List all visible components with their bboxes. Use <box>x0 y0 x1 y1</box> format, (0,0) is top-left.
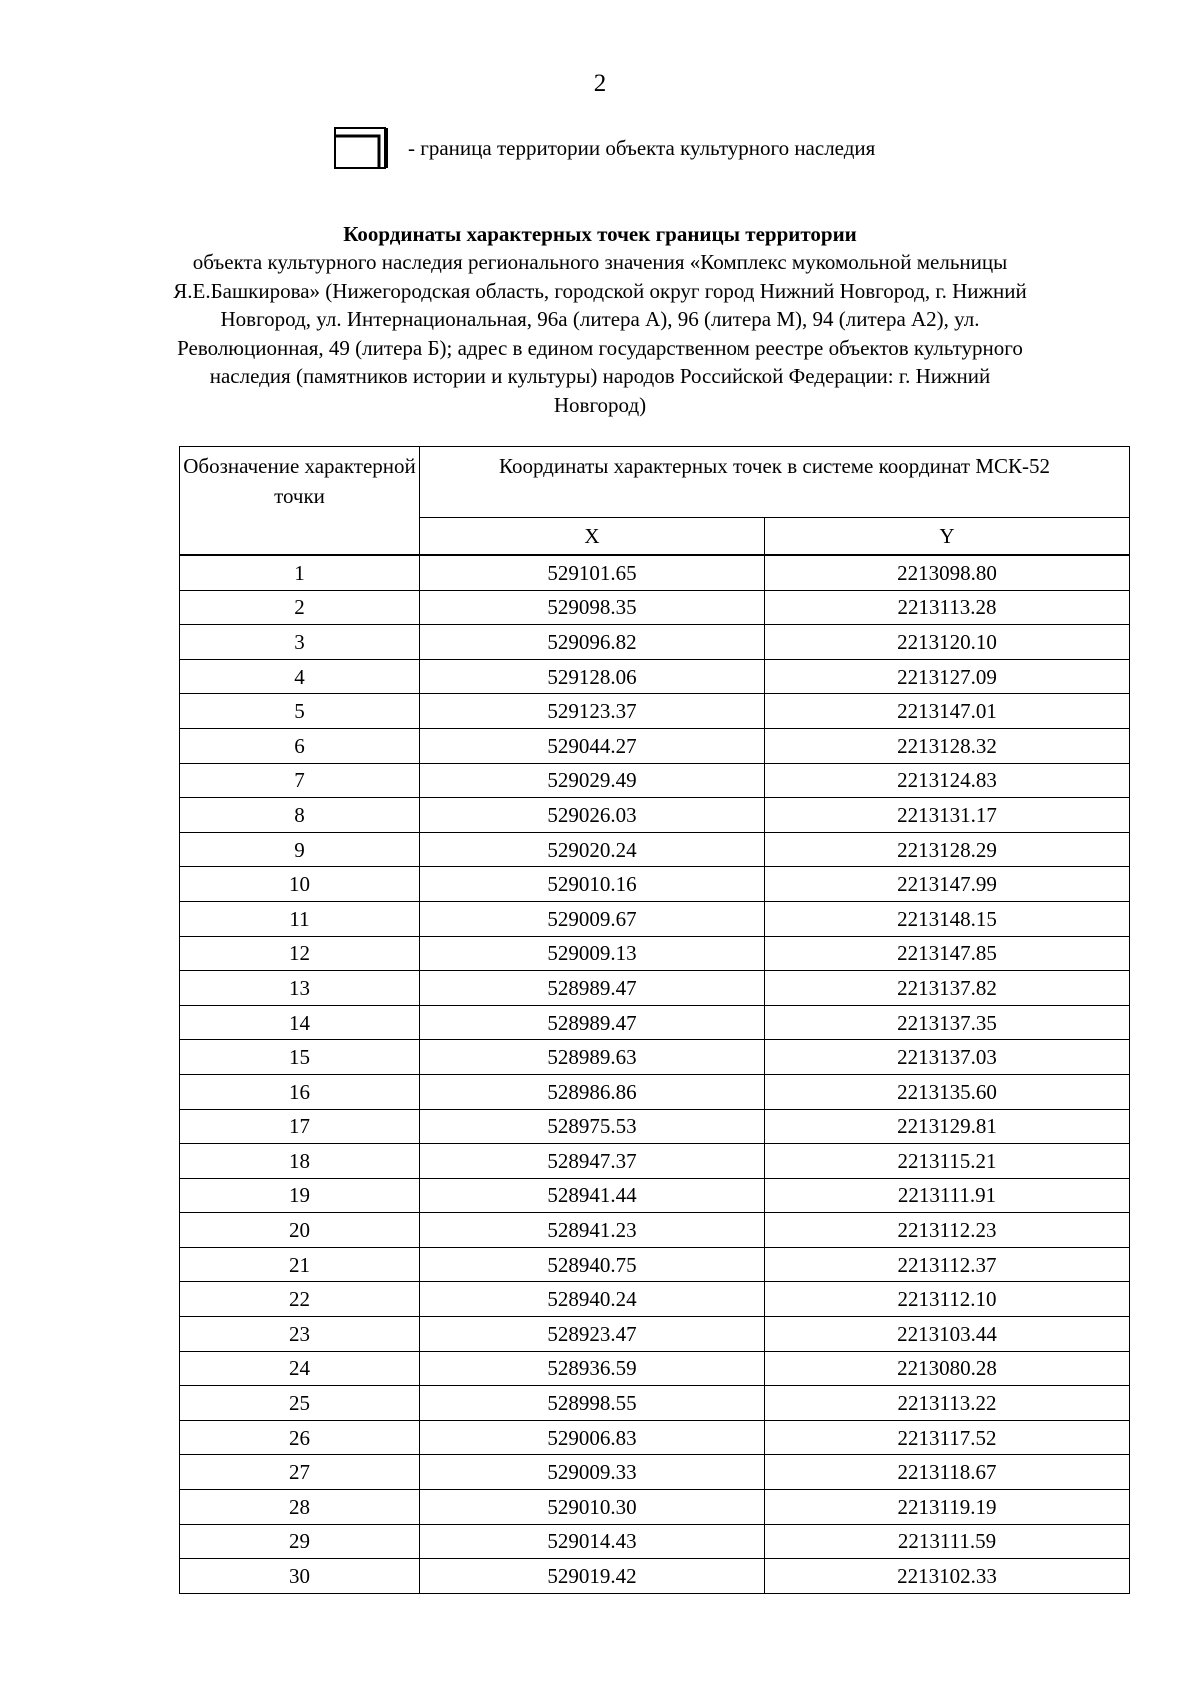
legend-text: - граница территории объекта культурного наследия <box>408 135 876 160</box>
header-y: Y <box>765 518 1130 556</box>
point-number-cell: 23 <box>180 1317 420 1352</box>
x-coordinate-cell: 528989.47 <box>420 971 765 1006</box>
table-row <box>180 867 1130 902</box>
y-coordinate-cell: 2213131.17 <box>765 798 1130 833</box>
point-number-cell: 30 <box>180 1559 420 1594</box>
y-coordinate-cell: 2213119.19 <box>765 1490 1130 1525</box>
point-number-cell: 22 <box>180 1282 420 1317</box>
point-number-cell: 2 <box>180 590 420 625</box>
point-number-cell: 5 <box>180 694 420 729</box>
y-coordinate-cell: 2213112.10 <box>765 1282 1130 1317</box>
point-number-cell: 20 <box>180 1213 420 1248</box>
table-row <box>180 1178 1130 1213</box>
x-coordinate-cell: 528989.47 <box>420 1005 765 1040</box>
table-row <box>180 1490 1130 1525</box>
point-number-cell: 14 <box>180 1005 420 1040</box>
table-row <box>180 1005 1130 1040</box>
coordinates-table <box>179 446 1130 1594</box>
legend <box>334 126 875 170</box>
table-row <box>180 659 1130 694</box>
table-row <box>180 901 1130 936</box>
y-coordinate-cell: 2213113.22 <box>765 1386 1130 1421</box>
point-number-cell: 17 <box>180 1109 420 1144</box>
table-row <box>180 694 1130 729</box>
y-coordinate-cell: 2213112.23 <box>765 1213 1130 1248</box>
x-coordinate-cell: 528923.47 <box>420 1317 765 1352</box>
table-row <box>180 798 1130 833</box>
point-number-cell: 27 <box>180 1455 420 1490</box>
point-number-cell: 1 <box>180 555 420 590</box>
x-coordinate-cell: 529006.83 <box>420 1420 765 1455</box>
y-coordinate-cell: 2213120.10 <box>765 625 1130 660</box>
x-coordinate-cell: 529123.37 <box>420 694 765 729</box>
point-number-cell: 25 <box>180 1386 420 1421</box>
y-coordinate-cell: 2213103.44 <box>765 1317 1130 1352</box>
y-coordinate-cell: 2213080.28 <box>765 1351 1130 1386</box>
y-coordinate-cell: 2213147.85 <box>765 936 1130 971</box>
x-coordinate-cell: 529009.67 <box>420 901 765 936</box>
point-number-cell: 8 <box>180 798 420 833</box>
x-coordinate-cell: 528986.86 <box>420 1074 765 1109</box>
table-row <box>180 1351 1130 1386</box>
point-number-cell: 11 <box>180 901 420 936</box>
table-row <box>180 936 1130 971</box>
x-coordinate-cell: 528941.44 <box>420 1178 765 1213</box>
x-coordinate-cell: 528936.59 <box>420 1351 765 1386</box>
x-coordinate-cell: 529101.65 <box>420 555 765 590</box>
table-row <box>180 625 1130 660</box>
point-number-cell: 16 <box>180 1074 420 1109</box>
table-row <box>180 1247 1130 1282</box>
y-coordinate-cell: 2213127.09 <box>765 659 1130 694</box>
x-coordinate-cell: 529009.33 <box>420 1455 765 1490</box>
y-coordinate-cell: 2213113.28 <box>765 590 1130 625</box>
x-coordinate-cell: 529026.03 <box>420 798 765 833</box>
boundary-symbol-icon <box>334 126 394 170</box>
point-number-cell: 7 <box>180 763 420 798</box>
point-number-cell: 4 <box>180 659 420 694</box>
point-number-cell: 19 <box>180 1178 420 1213</box>
y-coordinate-cell: 2213118.67 <box>765 1455 1130 1490</box>
x-coordinate-cell: 528998.55 <box>420 1386 765 1421</box>
page-number: 2 <box>593 70 607 97</box>
y-coordinate-cell: 2213135.60 <box>765 1074 1130 1109</box>
y-coordinate-cell: 2213124.83 <box>765 763 1130 798</box>
table-row <box>180 1524 1130 1559</box>
x-coordinate-cell: 528975.53 <box>420 1109 765 1144</box>
table-row <box>180 728 1130 763</box>
document-subheading: объекта культурного наследия регионального значения «Комплекс мукомольной мельницы Я.Е.Башкирова» (Нижегородская область, городской округ город Нижний Новгород, г. Нижний Новгород, ул. Интернациональная, 96а (литера А), 96 (литера М), 94 (литера А2), ул. Революционная, 49 (литера Б); адрес в едином государственном реестре объектов культурного наследия (памятников истории и культуры) народов Российской Федерации: г. Нижний Новгород) <box>173 250 1027 417</box>
table-row <box>180 1144 1130 1179</box>
table-row <box>180 1386 1130 1421</box>
x-coordinate-cell: 529009.13 <box>420 936 765 971</box>
point-number-cell: 21 <box>180 1247 420 1282</box>
table-row <box>180 1317 1130 1352</box>
y-coordinate-cell: 2213137.35 <box>765 1005 1130 1040</box>
x-coordinate-cell: 529014.43 <box>420 1524 765 1559</box>
table-row <box>180 1282 1130 1317</box>
point-number-cell: 9 <box>180 832 420 867</box>
table-row <box>180 1420 1130 1455</box>
x-coordinate-cell: 529029.49 <box>420 763 765 798</box>
table-row <box>180 590 1130 625</box>
y-coordinate-cell: 2213112.37 <box>765 1247 1130 1282</box>
y-coordinate-cell: 2213147.99 <box>765 867 1130 902</box>
x-coordinate-cell: 528947.37 <box>420 1144 765 1179</box>
y-coordinate-cell: 2213098.80 <box>765 555 1130 590</box>
x-coordinate-cell: 529020.24 <box>420 832 765 867</box>
x-coordinate-cell: 529010.16 <box>420 867 765 902</box>
y-coordinate-cell: 2213128.29 <box>765 832 1130 867</box>
y-coordinate-cell: 2213148.15 <box>765 901 1130 936</box>
document-heading: Координаты характерных точек границы территории <box>343 222 857 246</box>
table-row <box>180 1559 1130 1594</box>
point-number-cell: 26 <box>180 1420 420 1455</box>
x-coordinate-cell: 529044.27 <box>420 728 765 763</box>
x-coordinate-cell: 528940.24 <box>420 1282 765 1317</box>
y-coordinate-cell: 2213117.52 <box>765 1420 1130 1455</box>
table-row <box>180 763 1130 798</box>
point-number-cell: 10 <box>180 867 420 902</box>
x-coordinate-cell: 529010.30 <box>420 1490 765 1525</box>
x-coordinate-cell: 529096.82 <box>420 625 765 660</box>
point-number-cell: 3 <box>180 625 420 660</box>
x-coordinate-cell: 528940.75 <box>420 1247 765 1282</box>
x-coordinate-cell: 528941.23 <box>420 1213 765 1248</box>
point-number-cell: 12 <box>180 936 420 971</box>
y-coordinate-cell: 2213128.32 <box>765 728 1130 763</box>
table-row <box>180 1040 1130 1075</box>
x-coordinate-cell: 529128.06 <box>420 659 765 694</box>
point-number-cell: 13 <box>180 971 420 1006</box>
point-number-cell: 28 <box>180 1490 420 1525</box>
table-row <box>180 1213 1130 1248</box>
table-row <box>180 1455 1130 1490</box>
point-number-cell: 24 <box>180 1351 420 1386</box>
point-number-cell: 18 <box>180 1144 420 1179</box>
y-coordinate-cell: 2213111.91 <box>765 1178 1130 1213</box>
x-coordinate-cell: 529098.35 <box>420 590 765 625</box>
y-coordinate-cell: 2213137.82 <box>765 971 1130 1006</box>
point-number-cell: 6 <box>180 728 420 763</box>
point-number-cell: 15 <box>180 1040 420 1075</box>
header-coordinates: Координаты характерных точек в системе координат МСК-52 <box>420 447 1130 518</box>
table-row <box>180 1109 1130 1144</box>
y-coordinate-cell: 2213147.01 <box>765 694 1130 729</box>
point-number-cell: 29 <box>180 1524 420 1559</box>
y-coordinate-cell: 2213111.59 <box>765 1524 1130 1559</box>
x-coordinate-cell: 529019.42 <box>420 1559 765 1594</box>
x-coordinate-cell: 528989.63 <box>420 1040 765 1075</box>
y-coordinate-cell: 2213115.21 <box>765 1144 1130 1179</box>
header-x: X <box>420 518 765 556</box>
table-row <box>180 555 1130 590</box>
table-row <box>180 971 1130 1006</box>
y-coordinate-cell: 2213129.81 <box>765 1109 1130 1144</box>
header-point-designation: Обозначение характерной точки <box>180 447 420 556</box>
table-row <box>180 1074 1130 1109</box>
table-row <box>180 832 1130 867</box>
y-coordinate-cell: 2213137.03 <box>765 1040 1130 1075</box>
y-coordinate-cell: 2213102.33 <box>765 1559 1130 1594</box>
